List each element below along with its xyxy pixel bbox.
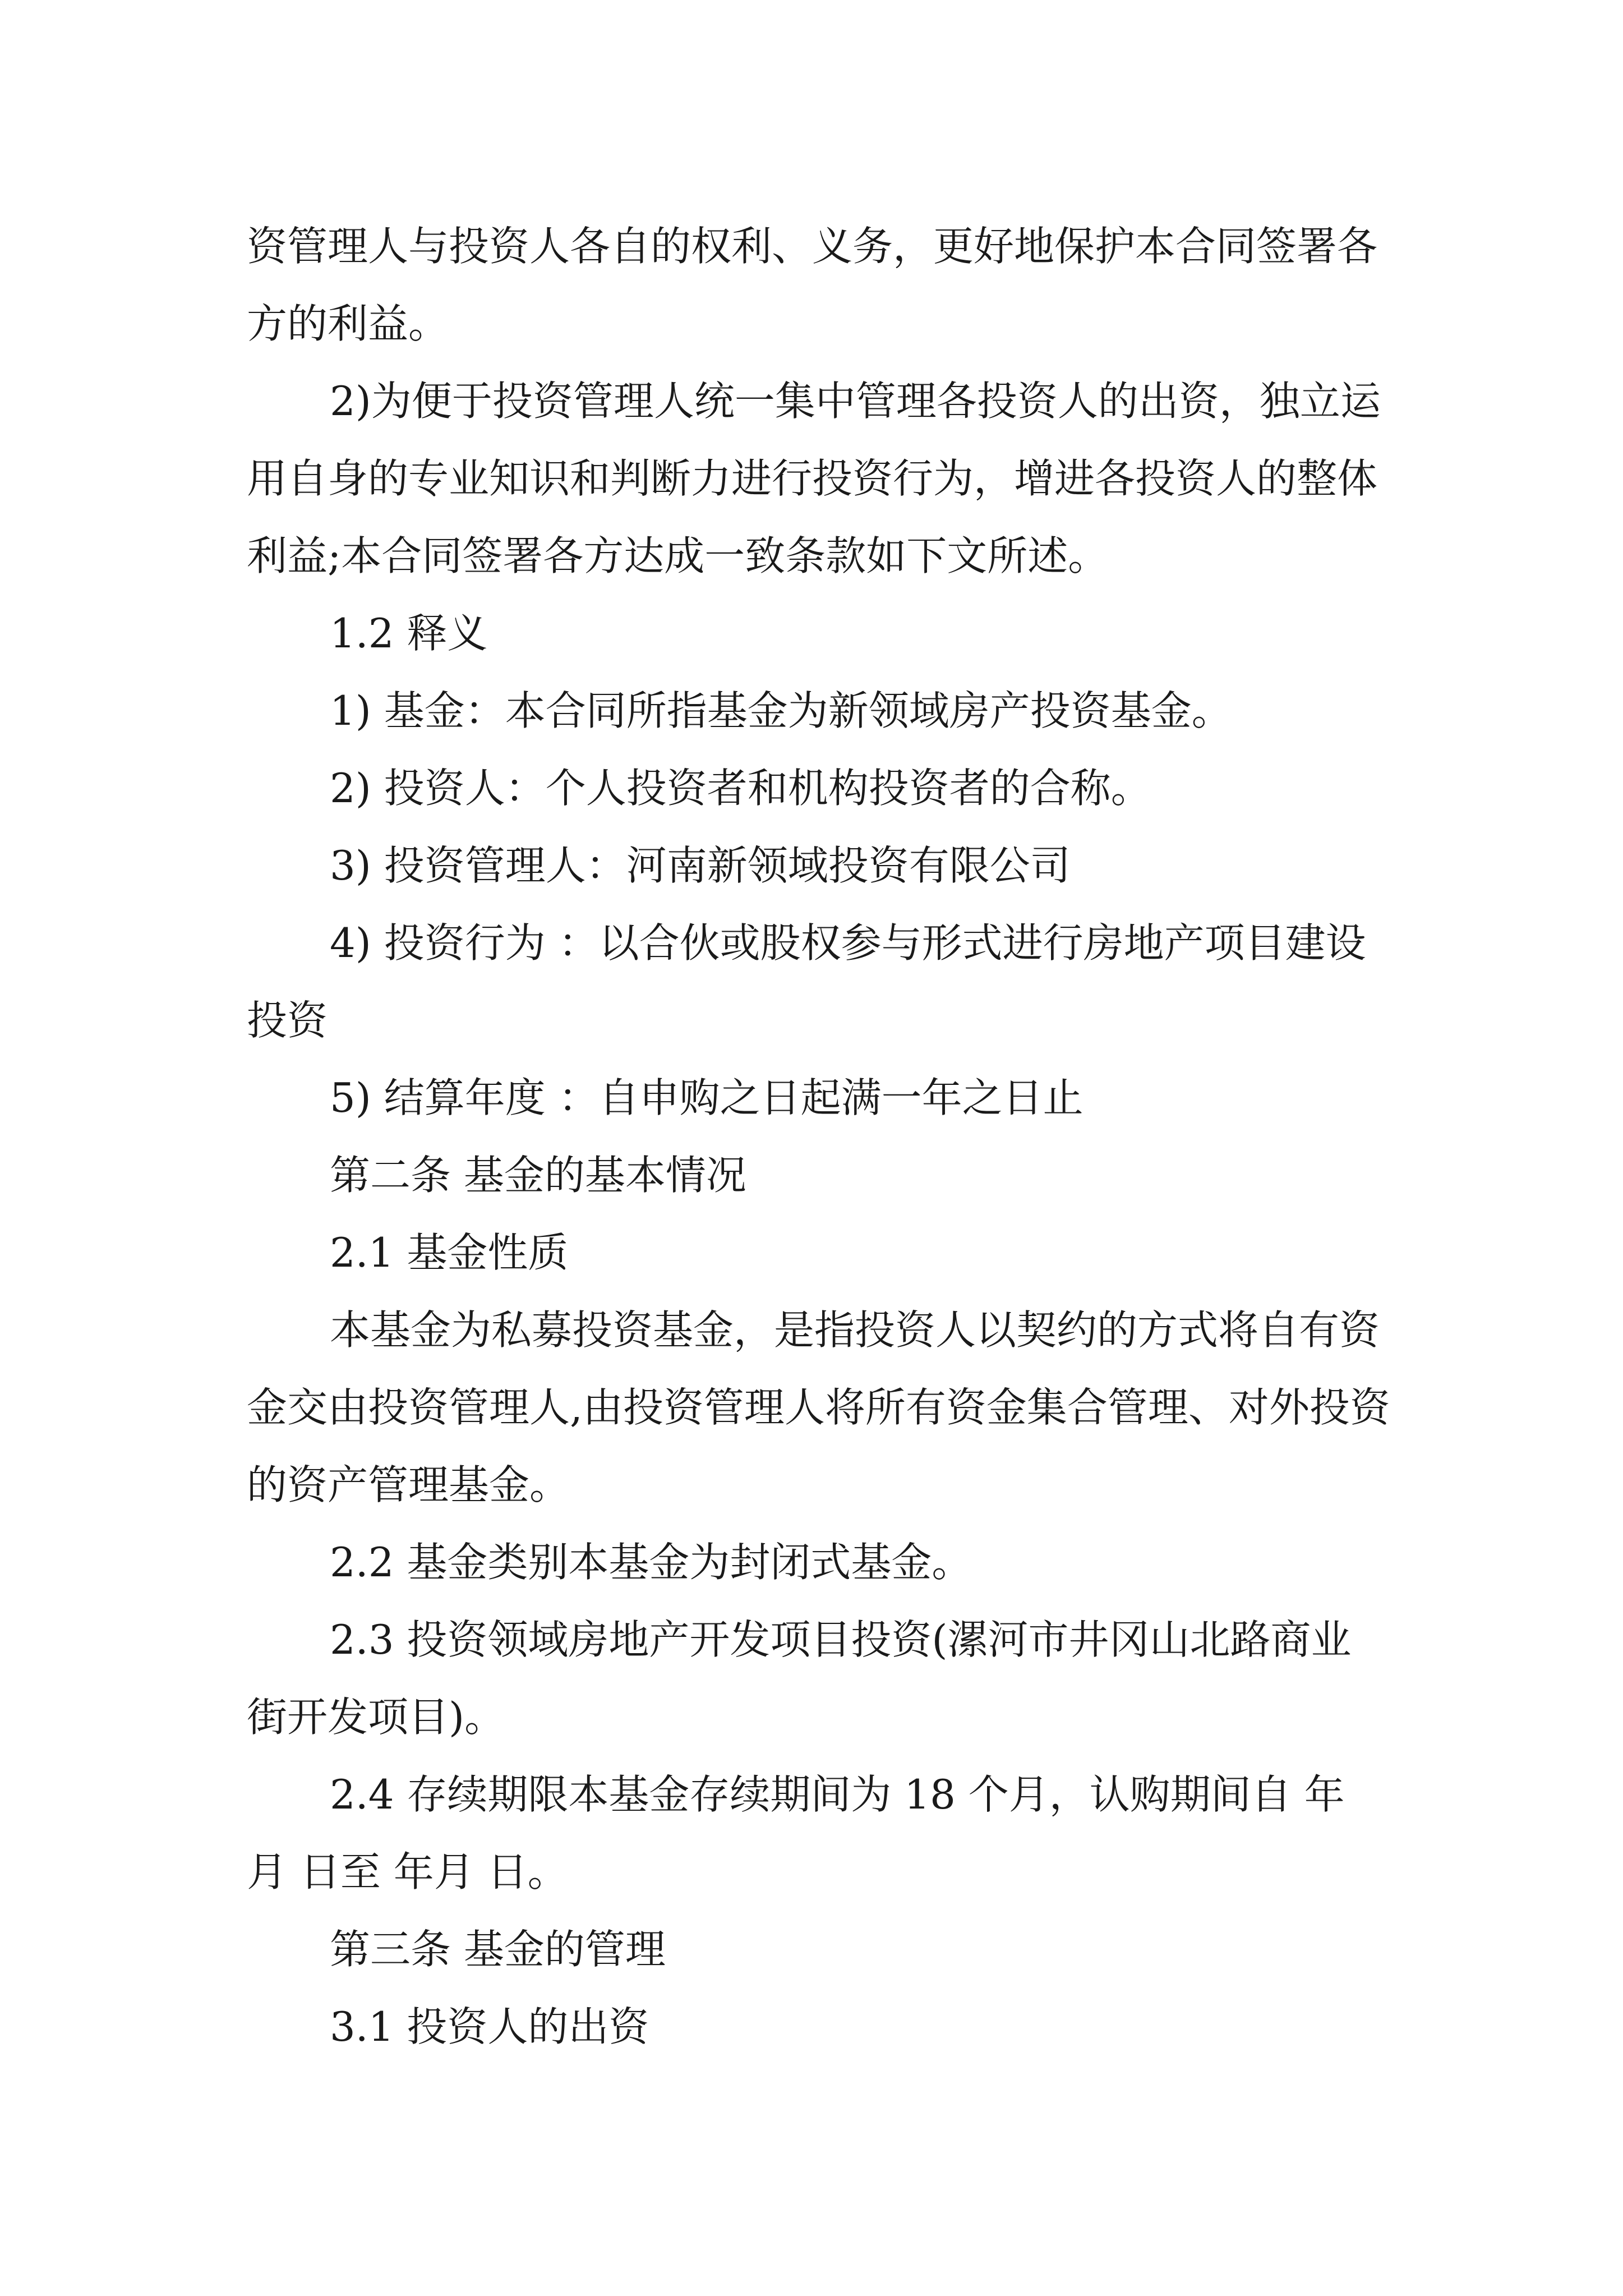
paragraph-fund-nature: 本基金为私募投资基金，是指投资人以契约的方式将自有资金交由投资管理人,由投资管理人将所有资金集合管理、对外投资的资产管理基金。 bbox=[247, 1306, 1390, 1508]
heading-investor-contribution: 3.1 投资人的出资 bbox=[330, 2003, 649, 2050]
heading-article-2: 第二条 基金的基本情况 bbox=[330, 1152, 746, 1199]
heading-fund-nature: 2.1 基金性质 bbox=[330, 1229, 569, 1276]
definition-investor: 2) 投资人：个人投资者和机构投资者的合称。 bbox=[330, 765, 1151, 812]
paragraph-fund-type: 2.2 基金类别本基金为封闭式基金。 bbox=[330, 1539, 972, 1586]
definition-investment-behavior: 4) 投资行为 ：以合伙或股权参与形式进行房地产项目建设投资 bbox=[247, 919, 1366, 1044]
paragraph-rights-continuation: 资管理人与投资人各自的权利、义务，更好地保护本合同签署各方的利益。 bbox=[247, 223, 1378, 347]
paragraph-investment-field: 2.3 投资领域房地产开发项目投资(漯河市井冈山北路商业街开发项目)。 bbox=[247, 1616, 1352, 1741]
definition-settlement-year: 5) 结算年度 ：自申购之日起满一年之日止 bbox=[330, 1074, 1083, 1121]
paragraph-purpose-2: 2)为便于投资管理人统一集中管理各投资人的出资，独立运用自身的专业知识和判断力进行投资行为，增进各投资人的整体利益;本合同签署各方达成一致条款如下文所述。 bbox=[247, 378, 1381, 579]
heading-article-3: 第三条 基金的管理 bbox=[330, 1926, 666, 1973]
definition-manager: 3) 投资管理人：河南新领域投资有限公司 bbox=[330, 842, 1071, 889]
document-body bbox=[247, 208, 1391, 2065]
heading-definitions: 1.2 释义 bbox=[330, 610, 488, 657]
definition-fund: 1) 基金：本合同所指基金为新领域房产投资基金。 bbox=[330, 687, 1232, 734]
paragraph-duration: 2.4 存续期限本基金存续期间为 18 个月，认购期间自 年 月 日至 年月 日。 bbox=[247, 1771, 1358, 1895]
